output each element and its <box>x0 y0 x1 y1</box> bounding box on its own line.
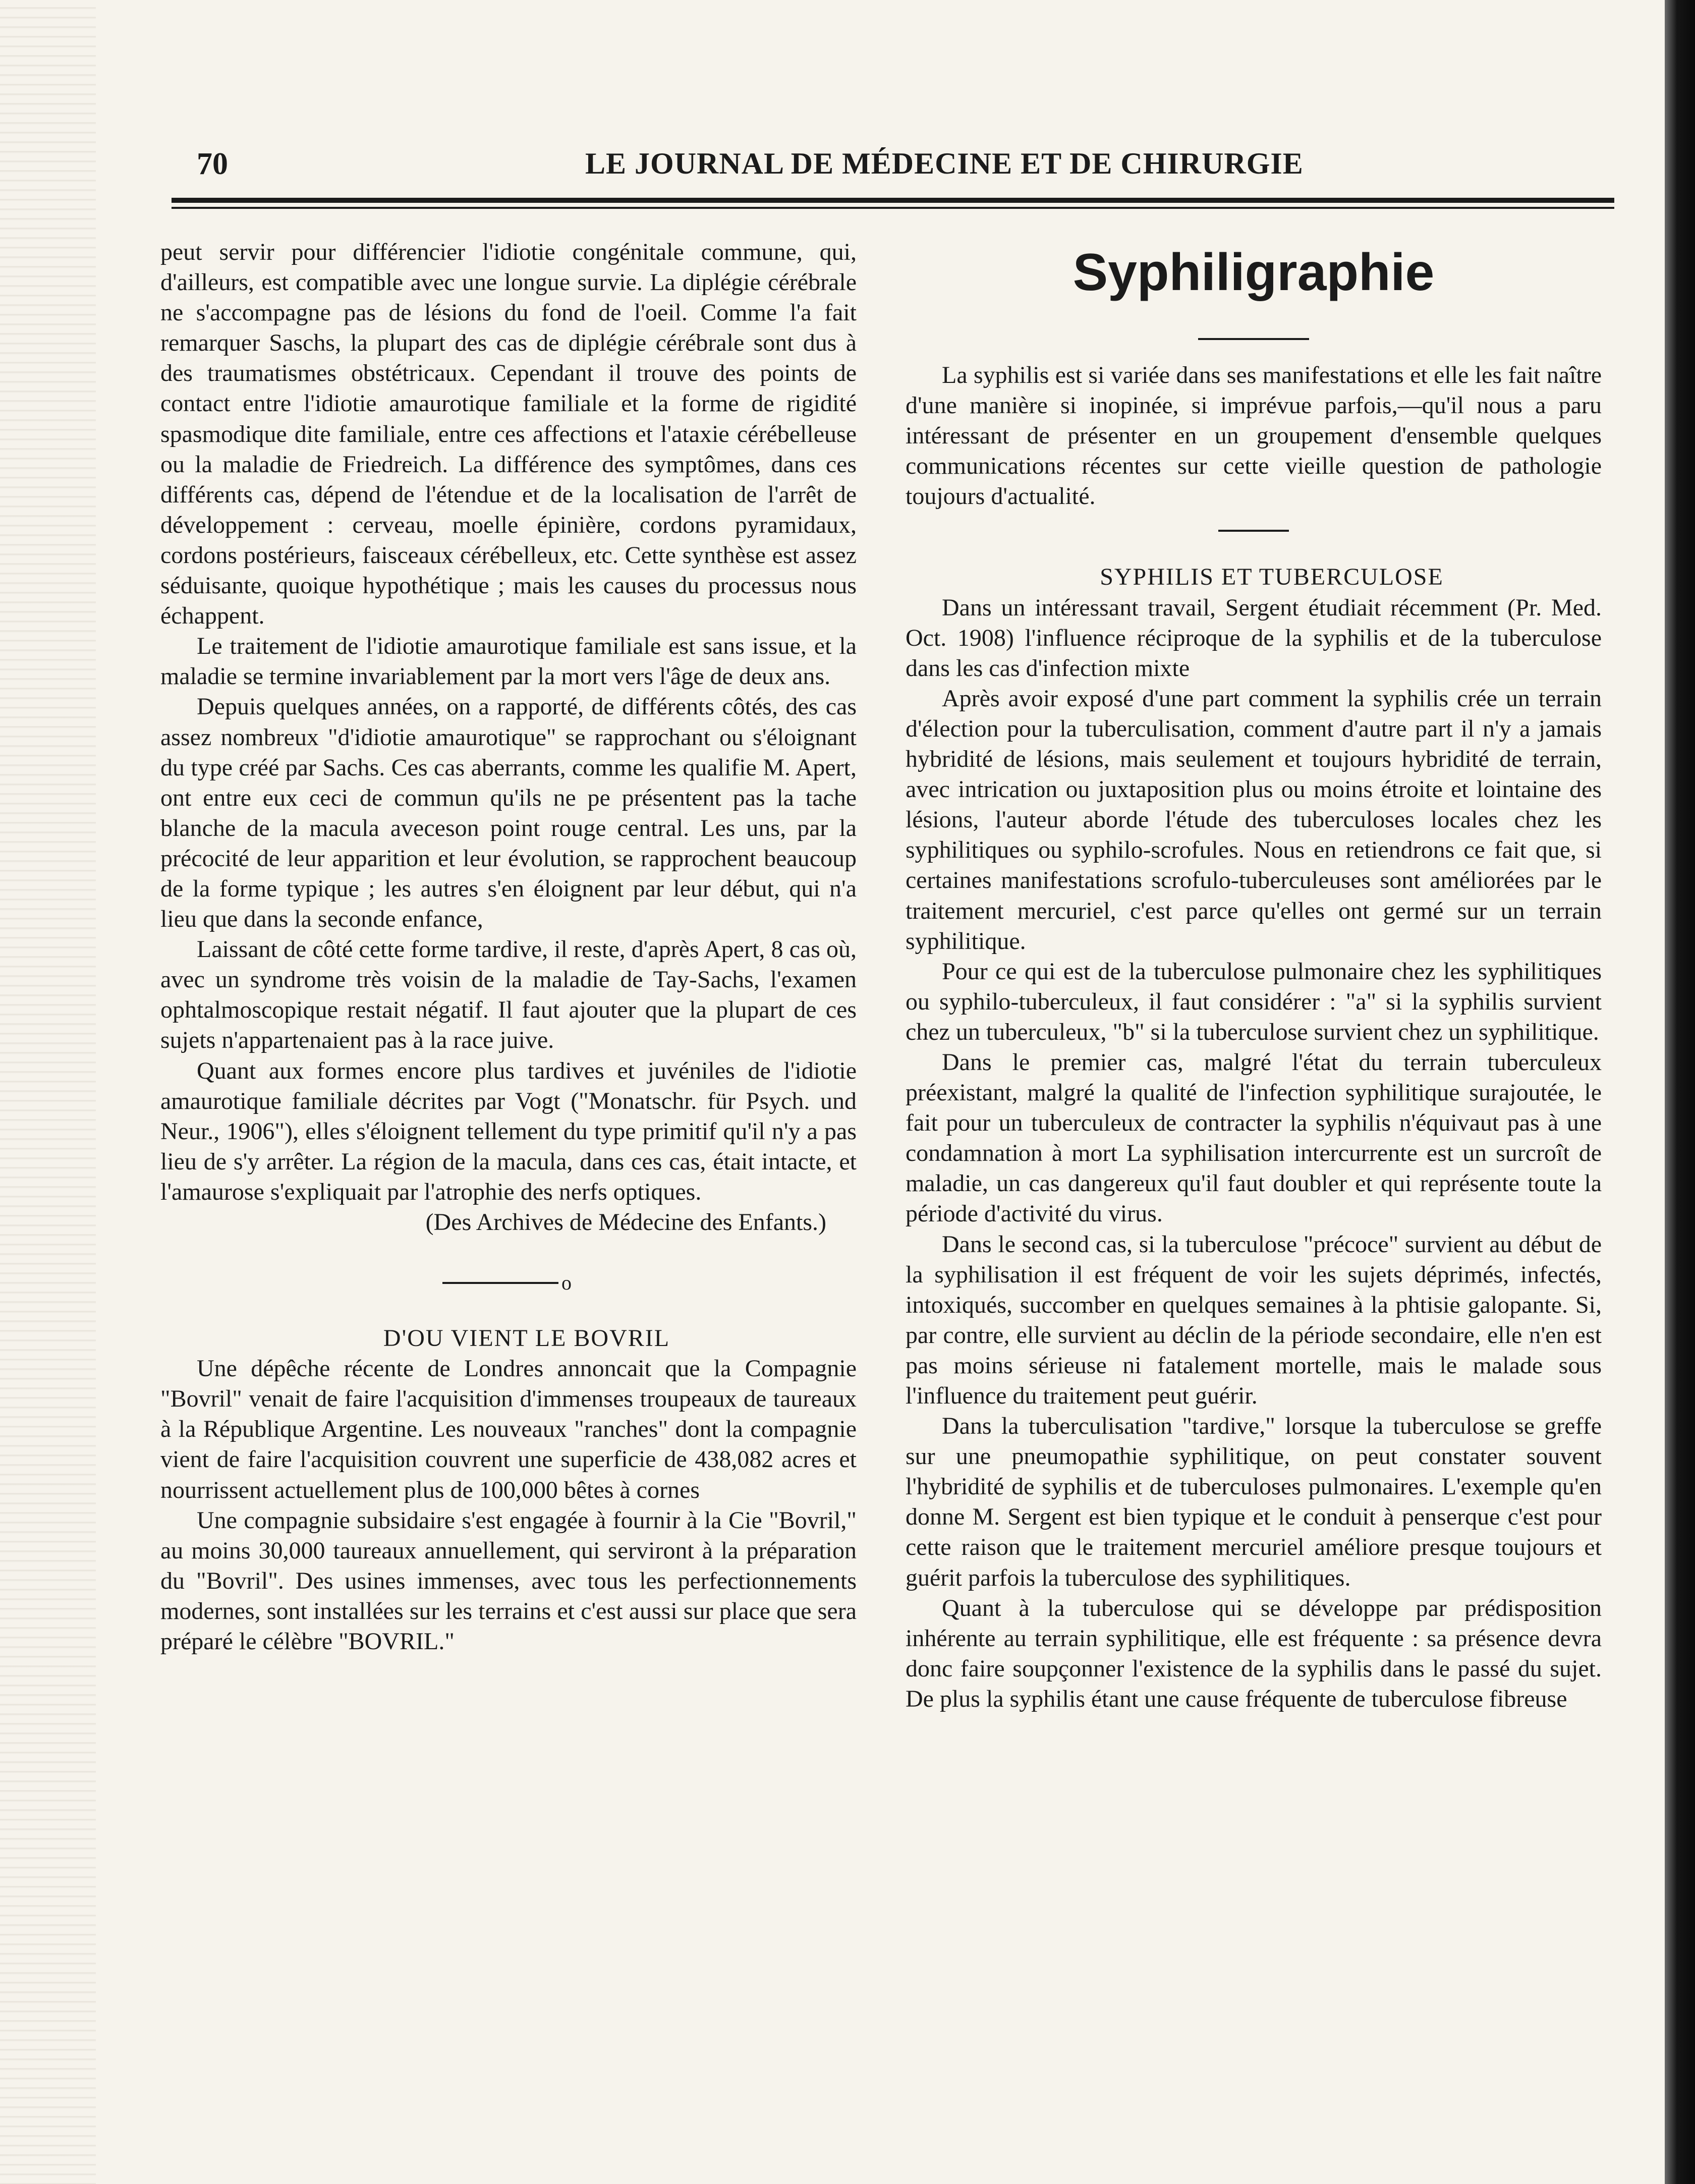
running-head <box>197 146 1327 187</box>
right-column <box>906 237 1602 1714</box>
right-paragraph-4: Dans le premier cas, malgré l'état du terrain tuberculeux préexistant, malgré la qualité de l'infection syphilitique surajoutée, le fait pour un tuberculeux de contracter la syphilis n'équivaut pas à une condamnation à mort La syphilisation intercurrente est un surcroît de maladie, un cas dangereux qu'il faut doubler et qui représente toute la période d'activité du virus. <box>906 1048 1602 1227</box>
article-source: (Des Archives de Médecine des Enfants.) <box>425 1209 826 1236</box>
bovril-paragraph-1: Une dépêche récente de Londres annoncait que la Compagnie "Bovril" venait de faire l'acquisition d'immenses troupeaux de taureaux à la République Argentine. Les nouveaux "ranches" dont la compagnie vient de faire l'acquisition couvrent une superficie de 438,082 acres et nourrissent actuellement plus de 100,000 bêtes à cornes <box>160 1355 857 1503</box>
header-rule-thin <box>172 207 1614 209</box>
right-paragraph-3: Pour ce qui est de la tuberculose pulmonaire chez les syphilitiques ou syphilo-tuberculeux, il faut considérer : "a" si la syphilis survient chez un tuberculeux, "b" si la tuberculose survient chez un syphilitique. <box>906 958 1602 1045</box>
bovril-heading: D'OU VIENT LE BOVRIL <box>383 1325 670 1352</box>
left-paragraph-2: Le traitement de l'idiotie amaurotique familiale est sans issue, et la maladie se termine invariablement par la mort vers l'âge de deux ans. <box>160 633 857 690</box>
left-paragraph-4: Laissant de côté cette forme tardive, il reste, d'après Apert, 8 cas où, avec un syndrome très voisin de la maladie de Tay-Sachs, l'examen ophtalmoscopique restait négatif. Il faut ajouter que la plupart de ces sujets n'appartenaient pas à la race juive. <box>160 936 857 1054</box>
journal-title: LE JOURNAL DE MÉDECINE ET DE CHIRURGIE <box>585 147 1304 180</box>
left-paragraph-1: peut servir pour différencier l'idiotie congénitale commune, qui, d'ailleurs, est compatible avec une longue survie. La diplégie cérébrale ne s'accompagne pas de lésions du fond de l'oeil. Comme l'a fait remarquer Saschs, la plupart des cas de diplégie cérébrale sont dus à des traumatismes obstétricaux. Cependant il trouve des points de contact entre l'idiotie amaurotique familiale et la forme de rigidité spasmodique dite familiale, entre ces affections et l'ataxie cérébelleuse ou la maladie de Friedreich. La différence des symptômes, dans ces différents cas, dépend de l'étendue et de la localisation de l'arrêt de développement : cerveau, moelle épinière, cordons pyramidaux, cordons postérieurs, faisceaux cérébelleux, etc. Cette synthèse est assez séduisante, quoique hypothétique ; mais les causes du processus nous échappent. <box>160 239 857 630</box>
right-paragraph-1: Dans un intéressant travail, Sergent étudiait récemment (Pr. Med. Oct. 1908) l'influence réciproque de la syphilis et de la tuberculose dans les cas d'infection mixte <box>906 594 1602 682</box>
intro-paragraph: La syphilis est si variée dans ses manifestations et elle les fait naître d'une manière si inopinée, si imprévue parfois,—qu'il nous a paru intéressant de présenter en un groupement d'ensemble quelques communications récentes sur cette vieille question de pathologie toujours d'actualité. <box>906 362 1602 510</box>
ornament-glyph: o <box>561 1271 572 1295</box>
subheading-syphilis-tuberculose: SYPHILIS ET TUBERCULOSE <box>1100 564 1444 591</box>
intro-rule <box>1218 530 1289 532</box>
right-paragraph-6: Dans la tuberculisation "tardive," lorsque la tuberculose se greffe sur une pneumopathie syphilitique, on peut constater souvent l'hybridité de syphilis et de tuberculoses pulmonaires. L'exemple qu'en donne M. Sergent est bien typique et le conduit à penserque c'est pour cette raison que le traitement mercuriel améliore presque toujours et guérit parfois la tuberculose des syphilitiques. <box>906 1413 1602 1591</box>
section-title: Syphiligraphie <box>1072 243 1435 302</box>
title-rule <box>1198 338 1309 340</box>
right-paragraph-2: Après avoir exposé d'une part comment la syphilis crée un terrain d'élection pour la tuberculisation, comment d'autre part il n'y a jamais hybridité de lésions, mais seulement et toujours hybridité de terrain, avec intrication ou juxtaposition plus ou moins étroite et lointaine des lésions, l'auteur aborde l'étude des tuberculoses locales chez les syphilitiques ou syphilo-scrofules. Nous en retiendrons ce fait que, si certaines manifestations scrofulo-tuberculeuses sont améliorées par le traitement mercuriel, c'est parce qu'elles ont germé sur un terrain syphilitique. <box>906 685 1602 955</box>
left-paragraph-3: Depuis quelques années, on a rapporté, de différents côtés, des cas assez nombreux "d'idiotie amaurotique" se rapprochant ou s'éloignant du type créé par Sachs. Ces cas aberrants, comme les qualifie M. Apert, ont entre eux ceci de commun qu'ils ne pe présentent pas la tache blanche de la macula aveceson point rouge central. Les uns, par la précocité de leur apparition et leur évolution, se rapprochent beaucoup de la forme typique ; les autres s'en éloignent par leur début, qui n'a lieu que dans la seconde enfance, <box>160 693 857 933</box>
header-rule-thick <box>172 198 1614 203</box>
left-column <box>160 237 857 1657</box>
right-paragraph-7: Quant à la tuberculose qui se développe par prédisposition inhérente au terrain syphilitique, elle est fréquente : sa présence devra donc faire soupçonner l'existence de la syphilis dans le passé du sujet. De plus la syphilis étant une cause fréquente de tuberculose fibreuse <box>906 1594 1602 1712</box>
section-ornament <box>160 1273 857 1293</box>
ornament-line <box>442 1282 558 1284</box>
right-paragraph-5: Dans le second cas, si la tuberculose "précoce" survient au début de la syphilisation il est fréquent de voir les sujets déprimés, infectés, intoxiqués, succomber en quelques semaines à la phtisie galopante. Si, par contre, elle survient au déclin de la période secondaire, elle n'en est pas moins sérieuse ni fatalement mortelle, mais le malade sous l'influence du traitement peut guérir. <box>906 1230 1602 1409</box>
page-number: 70 <box>197 147 228 181</box>
bovril-paragraph-2: Une compagnie subsidaire s'est engagée à fournir à la Cie "Bovril," au moins 30,000 taureaux annuellement, qui serviront à la préparation du "Bovril". Des usines immenses, avec tous les perfectionnements modernes, sont installées sur les terrains et c'est aussi sur place que sera préparé le célèbre "BOVRIL." <box>160 1506 857 1655</box>
scan-left-edge-noise <box>0 0 96 2184</box>
scan-right-edge-shadow <box>1665 0 1695 2184</box>
left-paragraph-5: Quant aux formes encore plus tardives et juvéniles de l'idiotie amaurotique familiale décrites par Vogt ("Monatschr. für Psych. und Neur., 1906"), elles s'éloignent tellement du type primitif qu'il n'y a pas lieu de s'y arrêter. La région de la macula, dans ces cas, était intacte, et l'amaurose s'expliquait par l'atrophie des nerfs optiques. <box>160 1057 857 1205</box>
